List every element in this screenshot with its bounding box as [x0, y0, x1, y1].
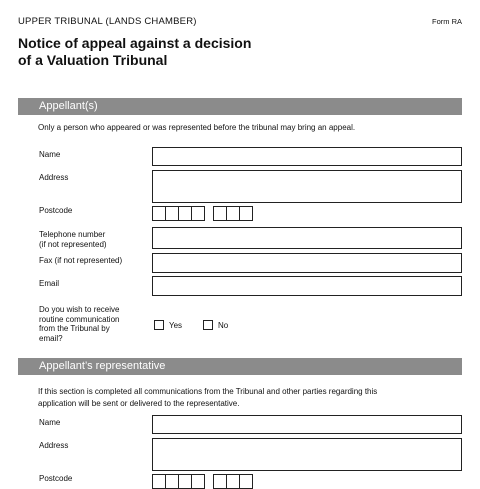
appellant-postcode-second-part[interactable]: [213, 206, 253, 221]
representative-address-label: Address: [39, 441, 69, 450]
appellant-section-heading: Appellant(s): [18, 98, 462, 115]
appellant-name-label: Name: [39, 150, 61, 159]
postcode-char-box[interactable]: [213, 474, 227, 489]
form-title-line-1: Notice of appeal against a decision: [18, 35, 252, 51]
telephone-label-line-2: (if not represented): [39, 239, 107, 249]
postcode-char-box[interactable]: [239, 206, 253, 221]
routine-email-question: [39, 305, 149, 343]
representative-name-field[interactable]: [152, 415, 462, 434]
postcode-char-box[interactable]: [191, 206, 205, 221]
representative-section-heading: Appellant’s representative: [18, 358, 462, 375]
routine-email-yes-checkbox[interactable]: [154, 320, 164, 330]
postcode-char-box[interactable]: [165, 206, 179, 221]
form-title: [18, 35, 338, 69]
representative-note-line-2: application will be sent or delivered to the representative.: [38, 399, 240, 408]
appellant-email-field[interactable]: [152, 276, 462, 296]
routine-question-line-4: email?: [39, 333, 63, 343]
appellant-postcode-first-part[interactable]: [152, 206, 205, 221]
postcode-char-box[interactable]: [191, 474, 205, 489]
routine-email-yes-label: Yes: [169, 321, 183, 330]
appellant-note: Only a person who appeared or was represented before the tribunal may bring an appeal.: [38, 123, 356, 132]
postcode-char-box[interactable]: [226, 206, 240, 221]
form-reference: Form RA: [432, 17, 462, 26]
appellant-address-field[interactable]: [152, 170, 462, 203]
postcode-char-box[interactable]: [152, 474, 166, 489]
telephone-label-line-1: Telephone number: [39, 230, 106, 239]
appellant-fax-field[interactable]: [152, 253, 462, 273]
appellant-postcode-label: Postcode: [39, 206, 73, 215]
postcode-char-box[interactable]: [178, 206, 192, 221]
appellant-email-label: Email: [39, 279, 60, 288]
postcode-char-box[interactable]: [165, 474, 179, 489]
representative-name-label: Name: [39, 418, 61, 427]
appellant-address-label: Address: [39, 173, 69, 182]
postcode-char-box[interactable]: [152, 206, 166, 221]
routine-email-no-checkbox[interactable]: [203, 320, 213, 330]
postcode-char-box[interactable]: [213, 206, 227, 221]
routine-question-line-1: Do you wish to receive: [39, 305, 120, 314]
appellant-telephone-field[interactable]: [152, 227, 462, 249]
postcode-char-box[interactable]: [226, 474, 240, 489]
representative-postcode-second-part[interactable]: [213, 474, 253, 489]
organisation-name: UPPER TRIBUNAL (LANDS CHAMBER): [18, 16, 197, 27]
appellant-telephone-label: [39, 230, 149, 249]
appellant-fax-label: Fax (if not represented): [39, 256, 123, 265]
representative-postcode-label: Postcode: [39, 474, 73, 483]
representative-address-field[interactable]: [152, 438, 462, 471]
routine-email-no-label: No: [218, 321, 229, 330]
routine-question-line-3: from the Tribunal by: [39, 324, 110, 333]
representative-postcode-first-part[interactable]: [152, 474, 205, 489]
postcode-char-box[interactable]: [178, 474, 192, 489]
routine-question-line-2: routine communication: [39, 314, 120, 324]
postcode-char-box[interactable]: [239, 474, 253, 489]
appellant-name-field[interactable]: [152, 147, 462, 166]
form-title-line-2: of a Valuation Tribunal: [18, 52, 168, 68]
representative-note: [38, 386, 438, 410]
representative-note-line-1: If this section is completed all communications from the Tribunal and other parties regarding this: [38, 387, 378, 396]
